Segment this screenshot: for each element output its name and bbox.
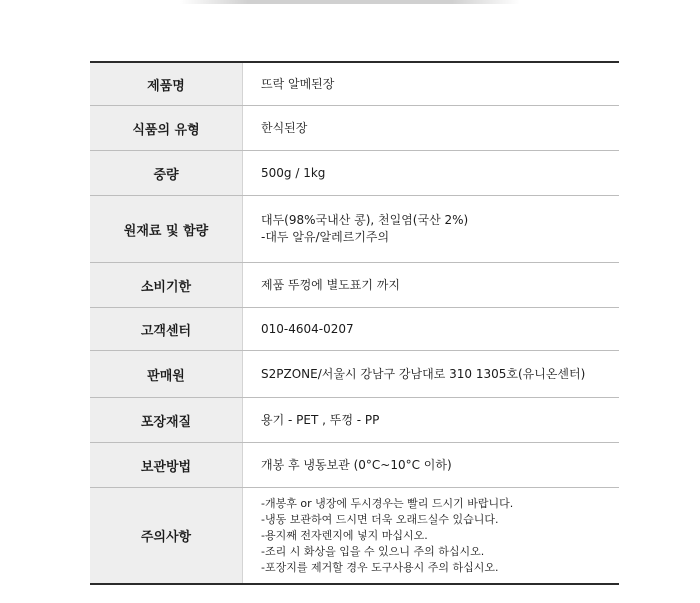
row-food-type	[90, 106, 619, 151]
value-line: 개봉 후 냉동보관 (0°C~10°C 이하)	[261, 457, 452, 472]
value-line: -조리 시 화상을 입을 수 있으니 주의 하십시오.	[261, 544, 485, 558]
value-line: -포장지를 제거할 경우 도구사용시 주의 하십시오.	[261, 560, 499, 574]
row-label: 주의사항	[90, 488, 243, 583]
row-storage	[90, 443, 619, 488]
row-label: 보관방법	[90, 443, 243, 487]
product-info-table	[90, 61, 619, 585]
row-packaging	[90, 398, 619, 443]
value-line: 뜨락 알메된장	[261, 76, 335, 91]
row-value	[243, 76, 619, 93]
value-line: 010-4604-0207	[261, 321, 354, 336]
value-line: -용지째 전자렌지에 넣지 마십시오.	[261, 528, 428, 542]
row-value	[243, 277, 619, 294]
row-value	[243, 120, 619, 137]
row-customer-center	[90, 308, 619, 351]
value-line: 대두(98%국내산 콩), 천일염(국산 2%)	[261, 213, 469, 227]
row-label: 판매원	[90, 351, 243, 397]
row-value	[243, 165, 619, 182]
row-cautions	[90, 488, 619, 583]
value-line: 용기 - PET , 뚜껑 - PP	[261, 412, 380, 427]
row-product-name	[90, 63, 619, 106]
row-label: 원재료 및 함량	[90, 196, 243, 262]
row-label: 제품명	[90, 63, 243, 105]
row-weight	[90, 151, 619, 196]
row-label: 식품의 유형	[90, 106, 243, 150]
row-expiry	[90, 263, 619, 308]
row-seller	[90, 351, 619, 398]
row-ingredients	[90, 196, 619, 263]
value-line: 한식된장	[261, 120, 308, 135]
row-label: 포장재질	[90, 398, 243, 442]
value-line: S2PZONE/서울시 강남구 강남대로 310 1305호(유니온센터)	[261, 366, 586, 381]
top-decorative-line	[180, 0, 520, 4]
value-line: -냉동 보관하여 드시면 더욱 오래드실수 있습니다.	[261, 512, 499, 526]
row-label: 소비기한	[90, 263, 243, 307]
row-value	[243, 496, 619, 576]
row-value	[243, 321, 619, 338]
row-value	[243, 457, 619, 474]
row-value	[243, 412, 619, 429]
row-label: 중량	[90, 151, 243, 195]
row-value	[243, 212, 619, 246]
value-line: -개봉후 or 냉장에 두시경우는 빨리 드시기 바랍니다.	[261, 496, 514, 510]
row-label: 고객센터	[90, 308, 243, 350]
value-line: 500g / 1kg	[261, 165, 326, 180]
value-line: -대두 알유/알레르기주의	[261, 230, 390, 244]
row-value	[243, 366, 619, 383]
value-line: 제품 뚜껑에 별도표기 까지	[261, 277, 400, 292]
